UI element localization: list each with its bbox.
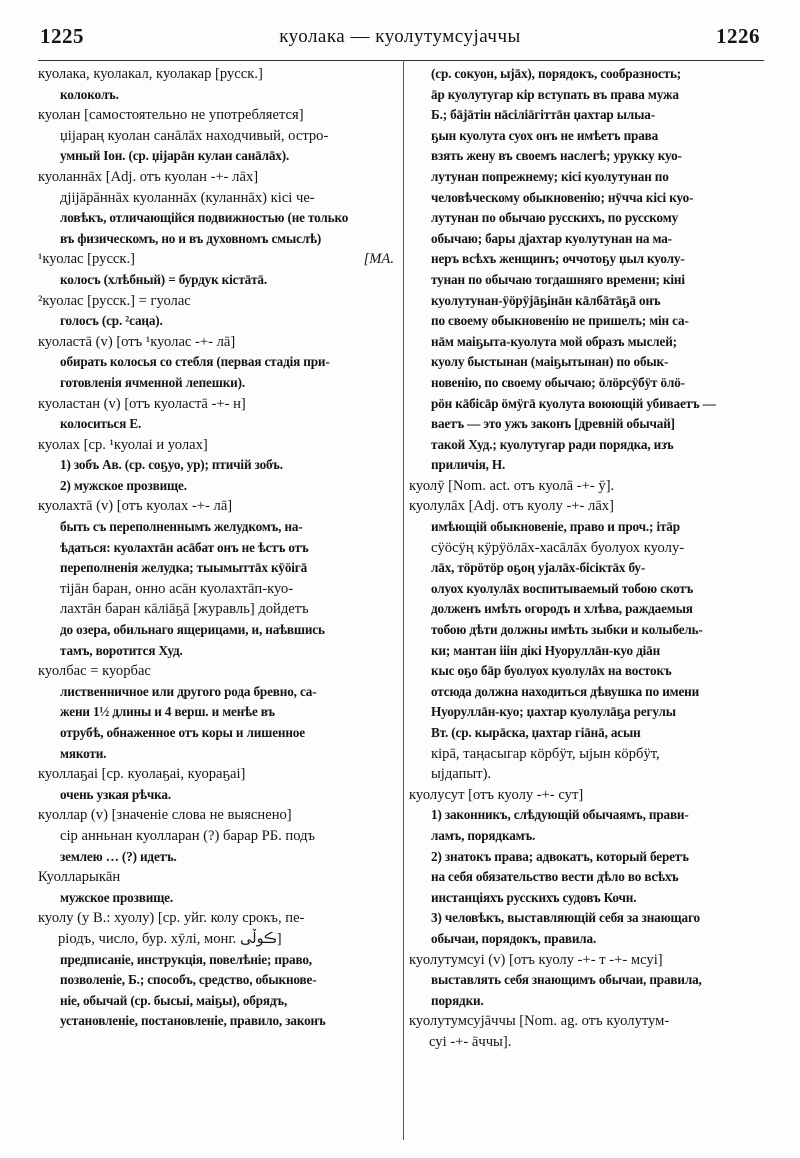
entry-headword	[38, 908, 394, 929]
entry-gloss	[409, 249, 765, 270]
entry-headword	[409, 950, 765, 971]
entry-headword	[409, 476, 765, 497]
line-text: рӧн кāбiсāр öмӱгā куолута воюющій убиваетъ —	[431, 395, 716, 411]
line-text: обирать колосья со стебля (первая стадія при-	[60, 354, 330, 370]
entry-gloss	[38, 888, 394, 909]
line-text: неръ всѣхъ женщинъ; оччотоҕу џыл куолу-	[431, 251, 685, 267]
entry-gloss	[38, 208, 394, 229]
line-text: готовленія ячменной лепешки).	[60, 374, 246, 390]
entry-continuation	[409, 1032, 765, 1053]
entry-gloss	[409, 970, 765, 991]
entry-gloss	[38, 744, 394, 765]
entry-example	[409, 744, 765, 765]
line-text: куоллар (v) [значеніе слова не выяснено]	[38, 807, 292, 824]
line-text: олуох куолулāх воспитываемый тобою скотъ	[431, 580, 694, 596]
entry-gloss	[409, 167, 765, 188]
line-text: землею … (?) идетъ.	[60, 848, 177, 864]
line-text: тамъ, воротится Худ.	[60, 642, 183, 658]
line-text: (ср. сокуон, ыјāх), порядокъ, сообразность;	[431, 66, 682, 81]
entry-gloss	[38, 476, 394, 497]
entry-gloss	[409, 558, 765, 579]
line-text: лахтāн баран кāлiāҕā [журавль] дойдетъ	[60, 601, 309, 618]
line-text: лутунан попрежнему; кiсi куолутунан по	[431, 168, 669, 184]
line-text: ламъ, порядкамъ.	[431, 827, 536, 843]
line-text: жени 1½ длины и 4 верш. и менѣе въ	[60, 704, 275, 720]
line-text: отрубѣ, обнаженное отъ коры и лишенное	[60, 725, 305, 740]
entry-headword	[38, 291, 394, 312]
page-header	[0, 0, 800, 60]
entry-gloss	[409, 579, 765, 600]
line-text: нāм маіҕыта-куолута мой образъ мыслей;	[431, 333, 677, 349]
entry-example	[38, 126, 394, 147]
entry-gloss	[409, 702, 765, 723]
right-column	[409, 64, 765, 1053]
line-text: ловѣкъ, отличающійся подвижностью (не только	[60, 210, 349, 226]
entry-gloss	[38, 682, 394, 703]
entry-headword	[38, 661, 394, 682]
entry-gloss	[38, 538, 394, 559]
entry-gloss	[409, 332, 765, 353]
column-divider	[403, 60, 404, 1140]
line-text: приличія, Н.	[431, 457, 506, 473]
running-head: куолака — куолутумсујаччы	[279, 26, 521, 47]
entry-gloss	[409, 435, 765, 456]
entry-gloss	[38, 558, 394, 579]
line-text: ваетъ — это ужъ законъ [древній обычай]	[431, 416, 675, 432]
entry-gloss	[38, 352, 394, 373]
entry-gloss	[38, 146, 394, 167]
line-text: позволеніе, Б.; способъ, средство, обыкнове-	[60, 972, 317, 988]
entry-gloss	[409, 517, 765, 538]
entry-gloss	[409, 85, 765, 106]
entry-example	[38, 188, 394, 209]
entry-gloss	[38, 991, 394, 1012]
entry-gloss	[38, 270, 394, 291]
line-text: обычаи, порядокъ, правила.	[431, 930, 597, 946]
line-text: ріодъ, число, бур. хӯлі, монг. ڪوڵی]	[58, 930, 282, 947]
line-text: суі -+- āччы].	[429, 1033, 512, 1050]
line-text: очень узкая рѣчка.	[60, 786, 172, 802]
entry-gloss	[38, 229, 394, 250]
entry-gloss	[409, 888, 765, 909]
header-rule	[38, 60, 764, 61]
line-text: 1) законникъ, слѣдующій обычаямъ, прави-	[431, 807, 689, 823]
entry-gloss	[38, 702, 394, 723]
line-text: ніе, обычай (ср. бысыі, маіҕы), обрядъ,	[60, 992, 288, 1008]
line-text: на себя обязательство вести дѣло во всѣхъ	[431, 869, 679, 885]
line-text: куоластā (v) [отъ ¹куолас -+- лā]	[38, 333, 236, 350]
line-text: куолусут [отъ куолу -+- сут]	[409, 786, 584, 803]
entry-gloss	[409, 826, 765, 847]
entry-gloss	[409, 929, 765, 950]
entry-headword	[38, 805, 394, 826]
page-number-right: 1226	[716, 24, 760, 48]
line-text: голосъ (ср. ²саңа).	[60, 313, 163, 329]
entry-gloss	[409, 991, 765, 1012]
entry-gloss	[38, 373, 394, 394]
entry-example	[38, 579, 394, 600]
line-text: кыс оҕо бāр буолуох куолулāх на востокъ	[431, 663, 672, 679]
line-text: обычаю; бары дjахтар куолутунан на ма-	[431, 230, 672, 246]
line-text: дjiјāрāннāх куоланнāх (куланнāх) кiсi че-	[60, 189, 315, 206]
entry-gloss	[409, 847, 765, 868]
line-text: куолака, куолакал, куолакар [русск.]	[38, 66, 263, 82]
line-text: 3) человѣкъ, выставляющій себя за знающаго	[431, 910, 700, 926]
line-text: ²куолас [русск.] = гуолас	[38, 292, 191, 309]
line-text: тунан по обычаю тогдашняго времени; кiнi	[431, 271, 685, 287]
entry-example	[409, 764, 765, 785]
entry-gloss	[409, 867, 765, 888]
line-text: 1) зобъ Ав. (ср. соҕуо, ур); птичій зобъ.	[60, 457, 283, 473]
entry-gloss	[409, 229, 765, 250]
entry-headword	[409, 1011, 765, 1032]
entry-headword	[409, 785, 765, 806]
line-text: такой Худ.; куолутугар ради порядка, изъ	[431, 436, 674, 452]
line-text: āр куолутугар кiр вступать въ права мужа	[431, 86, 679, 102]
line-text: Вт. (ср. кырāска, џахтар гiāнā, асын	[431, 725, 641, 740]
entry-headword	[38, 167, 394, 188]
entry-headword	[38, 764, 394, 785]
entry-gloss	[38, 950, 394, 971]
entry-headword	[38, 332, 394, 353]
line-text: взять жену въ своемъ наслегѣ; урукку куо-	[431, 148, 682, 164]
entry-headword	[38, 249, 394, 270]
line-text: установленіе, постановленіе, правило, законъ	[60, 1013, 326, 1029]
line-text: отсюда должна находиться дѣвушка по имени	[431, 683, 700, 699]
line-text: по своему обыкновенію не пришелъ; мiн са-	[431, 313, 689, 329]
entry-gloss	[409, 599, 765, 620]
entry-gloss	[409, 311, 765, 332]
line-text: 2) мужское прозвище.	[60, 477, 187, 493]
line-text: куолулāх [Adj. отъ куолу -+- лāх]	[409, 498, 614, 515]
line-text: тiјāн баран, онно асāн куолахтāп-куо-	[60, 580, 294, 597]
line-text: человѣческому обыкновенію; нӯчча кiсi куо-	[431, 189, 694, 205]
entry-gloss	[409, 805, 765, 826]
line-text: колоколъ.	[60, 86, 119, 102]
entry-gloss	[38, 620, 394, 641]
line-text: новенію, по своему обычаю; öлöрсӱбӱт öлö-	[431, 374, 685, 390]
line-text: быть съ переполненнымъ желудкомъ, на-	[60, 519, 303, 535]
entry-gloss	[409, 908, 765, 929]
line-text: тобою дѣти должны имѣть зыбки и колыбель-	[431, 622, 703, 638]
entry-gloss	[38, 847, 394, 868]
entry-gloss	[38, 311, 394, 332]
line-text: колоситься Е.	[60, 416, 142, 432]
line-text: кiрā, таңасыгар кöрбӱт, ыјын кöрбӱт,	[431, 745, 660, 762]
entry-gloss	[38, 414, 394, 435]
line-text: џiјарaң куолан санāлāх находчивый, остро-	[60, 127, 329, 144]
entry-gloss	[38, 85, 394, 106]
line-text: куолу быстынан (маіҕытынан) по обык-	[431, 354, 669, 370]
line-text: куолутумсуі (v) [отъ куолу -+- т -+- мсуі]	[409, 951, 663, 968]
entry-gloss	[409, 352, 765, 373]
line-text: переполненія желудка; тыымыттāх кӱöiгā	[60, 560, 308, 576]
line-text: куолбас = куорбас	[38, 663, 151, 680]
source-abbreviation: [МА.	[363, 251, 394, 268]
line-text: до озера, обильнаго ящерицами, и, наѣвшись	[60, 622, 325, 638]
entry-example	[38, 599, 394, 620]
line-text: лиственничное или другого рода бревно, са-	[60, 683, 317, 699]
line-text: порядки.	[431, 992, 484, 1008]
entry-gloss	[409, 455, 765, 476]
line-text: мужское прозвище.	[60, 889, 174, 905]
entry-headword	[38, 64, 394, 85]
entry-gloss	[38, 1011, 394, 1032]
entry-headword	[38, 105, 394, 126]
line-text: инстанціяхъ русскихъ судовъ Кочн.	[431, 889, 637, 905]
entry-headword	[38, 496, 394, 517]
left-column	[38, 64, 394, 1032]
entry-continuation	[38, 929, 394, 950]
entry-gloss	[409, 291, 765, 312]
line-text: долженъ имѣть огородъ и хлѣва, раждаемыя	[431, 601, 693, 617]
entry-gloss	[409, 641, 765, 662]
entry-gloss	[38, 517, 394, 538]
line-text: лāх, тöрöтöр оҕоң уjалāх-бiсiктāх бу-	[431, 560, 646, 576]
line-text: куоланнāх [Adj. отъ куолан -+- лāх]	[38, 168, 259, 185]
entry-gloss	[409, 394, 765, 415]
line-text: Куолларыкāн	[38, 869, 121, 886]
line-text: куоллаҕаі [ср. куолаҕаі, куораҕаі]	[38, 766, 246, 783]
line-text: сiр анньнан куолларан (?) барар РБ. подъ	[60, 827, 316, 844]
entry-headword	[38, 394, 394, 415]
entry-gloss	[409, 105, 765, 126]
entry-gloss	[409, 620, 765, 641]
line-text: колосъ (хлѣбный) = бурдук кiстāтā.	[60, 271, 268, 287]
entry-gloss	[409, 270, 765, 291]
entry-gloss	[409, 661, 765, 682]
line-text: куолах [ср. ¹куолаі и уолах]	[38, 436, 208, 453]
entry-gloss	[409, 64, 765, 85]
entry-headword	[38, 435, 394, 456]
line-text: предписаніе, инструкція, повелѣніе; право,	[60, 951, 312, 967]
line-text: куолахтā (v) [отъ куолах -+- лā]	[38, 498, 233, 515]
page-number-left: 1225	[40, 24, 84, 48]
line-text: куоластан (v) [отъ куоластā -+- н]	[38, 395, 246, 412]
line-text: куолан [самостоятельно не употребляется]	[38, 107, 304, 124]
line-text: куолутумсујāччы [Nom. ag. отъ куолутум-	[409, 1013, 670, 1030]
line-text: сӱöсӱң кӱрӱöлāх-хасāлāх буолуох куолу-	[431, 539, 685, 556]
entry-gloss	[409, 146, 765, 167]
entry-gloss	[38, 970, 394, 991]
entry-gloss	[409, 723, 765, 744]
entry-gloss	[38, 641, 394, 662]
entry-gloss	[409, 414, 765, 435]
line-text: лутунан по обычаю русскихъ, по русскому	[431, 210, 679, 226]
line-text: ¹куолас [русск.]	[38, 251, 135, 268]
line-text: Нуоруллāн-куо; џахтар куолулāҕа регулы	[431, 704, 676, 720]
entry-example	[38, 826, 394, 847]
line-text: ыјдапыт).	[431, 766, 492, 783]
entry-headword	[409, 496, 765, 517]
line-text: ҕын куолута суох онъ не имѣетъ права	[431, 127, 659, 143]
line-text: умный Іон. (ср. џiјарāн кулан санāлāх).	[60, 148, 290, 164]
entry-gloss	[409, 682, 765, 703]
line-text: куолутунан-ӱöрӱјāҕiнāн кāлбāтāҕā онъ	[431, 292, 661, 308]
entry-gloss	[409, 373, 765, 394]
entry-headword	[38, 867, 394, 888]
line-text: ки; мантан iiiн дiкi Нуоруллāн-куо дiāн	[431, 642, 661, 658]
line-text: Б.; бāјāтiн нāсiлiāгiттāн џахтар ылыа-	[431, 107, 655, 123]
line-text: куолу (у В.: хуолу) [ср. уйг. колу срокъ, пе-	[38, 910, 305, 927]
line-text: мякоти.	[60, 745, 107, 761]
entry-gloss	[38, 455, 394, 476]
line-text: выставлять себя знающимъ обычаи, правила,	[431, 972, 702, 988]
line-text: имѣющій обыкновеніе, право и проч.; iтāр	[431, 519, 680, 535]
entry-example	[409, 538, 765, 559]
line-text: 2) знатокъ права; адвокатъ, который беретъ	[431, 848, 689, 864]
entry-gloss	[38, 723, 394, 744]
entry-gloss	[409, 208, 765, 229]
line-text: куолӯ [Nom. act. отъ куолā -+- ӯ].	[409, 477, 615, 494]
line-text: въ физическомъ, но и въ духовномъ смыслѣ)	[60, 230, 322, 246]
entry-gloss	[38, 785, 394, 806]
entry-gloss	[409, 126, 765, 147]
entry-gloss	[409, 188, 765, 209]
line-text: ѣдаться: куолахтāн асāбат онъ не ѣстъ отъ	[60, 539, 309, 555]
